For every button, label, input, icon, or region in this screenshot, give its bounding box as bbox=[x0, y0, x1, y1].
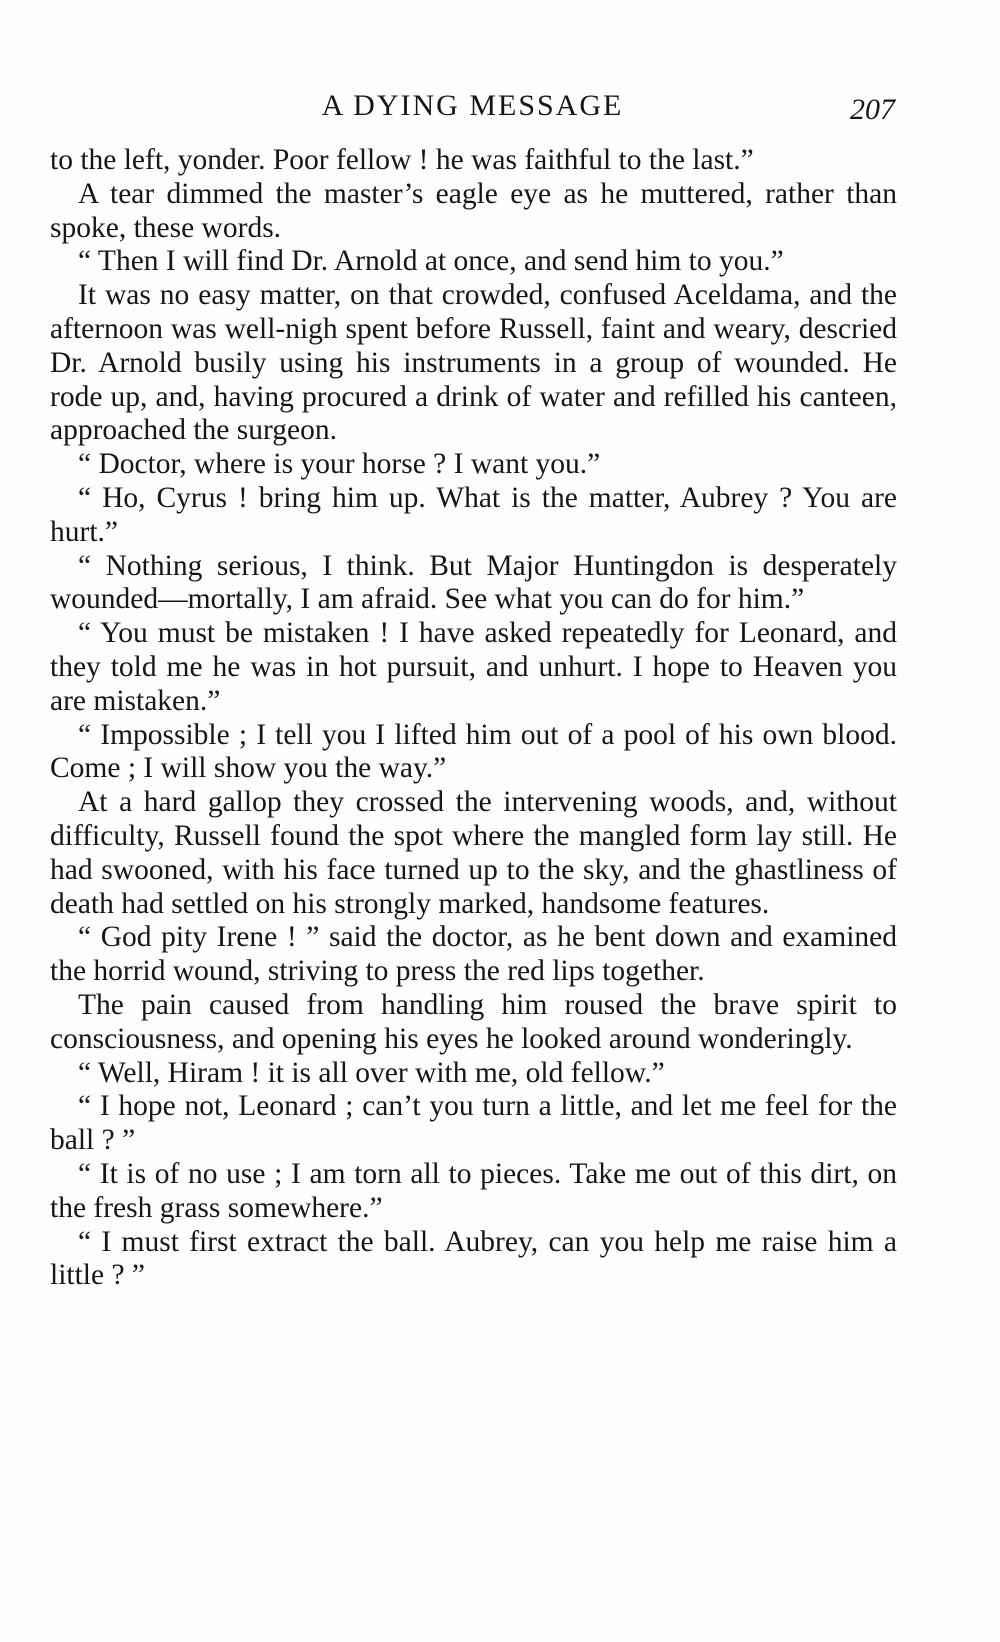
body-text bbox=[50, 144, 897, 1293]
page-number: 207 bbox=[850, 93, 895, 126]
paragraph: “ I must first extract the ball. Aubrey, can you help me raise him a little ? ” bbox=[50, 1225, 897, 1292]
paragraph: A tear dimmed the master’s eagle eye as he muttered, rather than spoke, these words. bbox=[50, 177, 897, 244]
paragraph: “ I hope not, Leonard ; can’t you turn a little, and let me feel for the ball ? ” bbox=[50, 1090, 897, 1157]
paragraph: “ Well, Hiram ! it is all over with me, old fellow.” bbox=[78, 1056, 665, 1089]
paragraph: It was no easy matter, on that crowded, confused Aceldama, and the afternoon was well-nigh spent before Russell, faint and weary, descried Dr. Arnold busily using his instruments in a group of wounded. He rode up, and, having procured a drink of water and refilled his canteen, approached the surgeon. bbox=[50, 279, 897, 447]
paragraph: “ Doctor, where is your horse ? I want you.” bbox=[78, 448, 601, 481]
paragraph: “ It is of no use ; I am torn all to pieces. Take me out of this dirt, on the fresh grass somewhere.” bbox=[50, 1157, 897, 1224]
paragraph: “ Ho, Cyrus ! bring him up. What is the matter, Aubrey ? You are hurt.” bbox=[50, 481, 897, 548]
page-header bbox=[50, 85, 895, 125]
paragraph: “ You must be mistaken ! I have asked repeatedly for Leonard, and they told me he was in hot pursuit, and unhurt. I hope to Heaven you are mistaken.” bbox=[50, 617, 897, 717]
paragraph: “ Impossible ; I tell you I lifted him out of a pool of his own blood. Come ; I will show you the way.” bbox=[50, 718, 897, 785]
paragraph: “ Then I will find Dr. Arnold at once, and send him to you.” bbox=[78, 245, 784, 278]
paragraph: “ Nothing serious, I think. But Major Huntingdon is desperately wounded—mortally, I am afraid. See what you can do for him.” bbox=[50, 549, 897, 616]
paragraph: “ God pity Irene ! ” said the doctor, as he bent down and examined the horrid wound, striving to press the red lips together. bbox=[50, 921, 897, 988]
paragraph: The pain caused from handling him roused the brave spirit to consciousness, and opening his eyes he looked around wonderingly. bbox=[50, 988, 897, 1055]
paragraph: to the left, yonder. Poor fellow ! he was faithful to the last.” bbox=[50, 144, 754, 176]
paragraph: At a hard gallop they crossed the intervening woods, and, without difficulty, Russell found the spot where the mangled form lay still. He had swooned, with his face turned up to the sky, and the ghastliness of death had settled on his strongly marked, handsome features. bbox=[50, 786, 897, 920]
running-title: A DYING MESSAGE bbox=[321, 89, 624, 122]
